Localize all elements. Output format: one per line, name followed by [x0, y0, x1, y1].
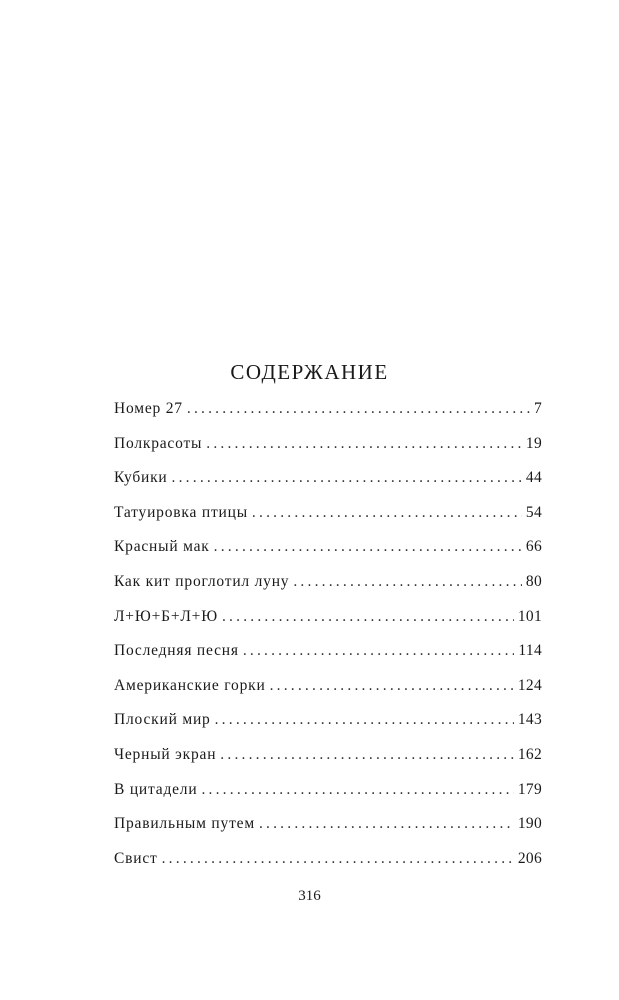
toc-entry-page: 143	[517, 711, 542, 729]
dot-leader	[259, 815, 514, 833]
dot-leader	[222, 608, 514, 626]
toc-entry-page: 162	[517, 745, 542, 763]
dot-leader	[270, 677, 514, 695]
toc-heading: СОДЕРЖАНИЕ	[230, 360, 389, 384]
toc-entry	[114, 435, 542, 470]
toc-entry	[114, 781, 542, 816]
toc-entry	[114, 677, 542, 712]
toc-entry-title: Полкрасоты	[114, 434, 203, 452]
dot-leader	[252, 504, 522, 522]
dot-leader	[162, 850, 514, 868]
toc-entry-title: Татуировка птицы	[114, 503, 248, 521]
toc-entry-title: Номер 27	[114, 400, 183, 417]
toc-entry	[114, 608, 542, 643]
toc-entry	[114, 711, 542, 746]
toc-entry	[114, 746, 542, 781]
table-of-contents	[114, 400, 542, 884]
dot-leader	[243, 642, 515, 660]
toc-entry-page: 190	[517, 815, 542, 833]
dot-leader	[220, 746, 514, 764]
toc-entry-page: 44	[525, 469, 542, 487]
toc-entry-page: 114	[518, 642, 542, 660]
toc-entry-page: 66	[525, 538, 542, 556]
page-number: 316	[298, 888, 321, 904]
toc-entry	[114, 400, 542, 435]
toc-entry-title: Плоский мир	[114, 711, 211, 729]
toc-entry-title: Свист	[114, 849, 158, 867]
dot-leader	[172, 469, 522, 487]
toc-entry-title: Красный мак	[114, 538, 210, 556]
toc-entry	[114, 504, 542, 539]
toc-entry-page: 206	[517, 849, 542, 867]
toc-entry-title: Л+Ю+Б+Л+Ю	[114, 607, 218, 625]
toc-entry	[114, 815, 542, 850]
dot-leader	[206, 435, 522, 453]
toc-entry-page: 54	[525, 503, 542, 521]
toc-entry	[114, 469, 542, 504]
dot-leader	[215, 711, 514, 729]
toc-entry	[114, 642, 542, 677]
toc-entry-page: 179	[517, 780, 542, 798]
toc-entry-title: Черный экран	[114, 745, 217, 763]
toc-entry	[114, 538, 542, 573]
dot-leader	[293, 573, 522, 591]
toc-entry-page: 124	[517, 676, 542, 694]
toc-entry-page: 101	[517, 607, 542, 625]
toc-entry-title: Американские горки	[114, 676, 266, 694]
toc-entry	[114, 573, 542, 608]
toc-entry-title: В цитадели	[114, 780, 198, 798]
toc-entry-title: Кубики	[114, 469, 168, 487]
dot-leader	[214, 538, 522, 556]
toc-entry	[114, 850, 542, 885]
dot-leader	[201, 781, 513, 799]
dot-leader	[187, 400, 530, 418]
toc-entry-page: 80	[525, 572, 542, 590]
toc-entry-title: Правильным путем	[114, 815, 255, 833]
toc-entry-title: Последняя песня	[114, 642, 239, 660]
toc-entry-page: 19	[525, 434, 542, 452]
toc-entry-page: 7	[533, 400, 542, 417]
toc-entry-title: Как кит проглотил луну	[114, 572, 290, 590]
